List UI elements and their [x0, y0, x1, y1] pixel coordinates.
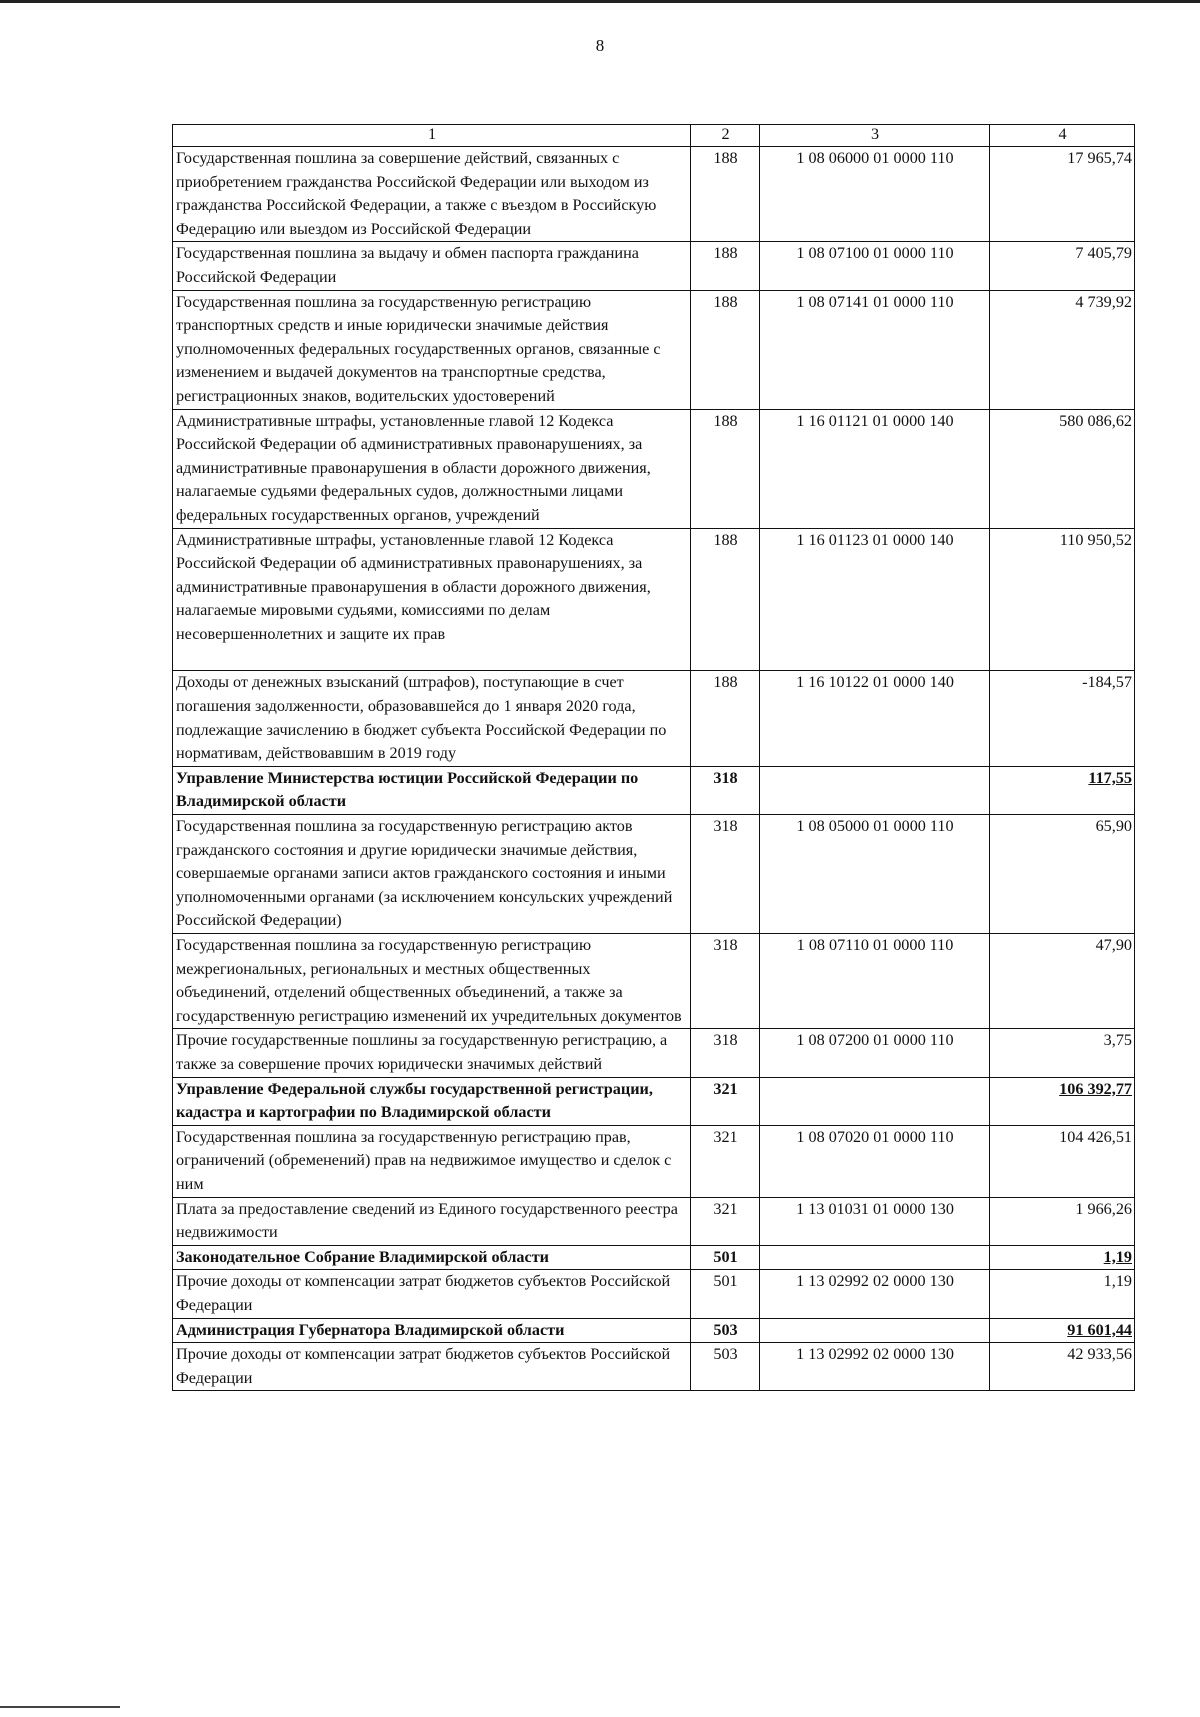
row-amount: 42 933,56	[990, 1343, 1135, 1391]
row-name: Прочие доходы от компенсации затрат бюджетов субъектов Российской Федерации	[173, 1343, 691, 1391]
row-amount: 3,75	[990, 1029, 1135, 1077]
table-row	[173, 671, 1135, 766]
row-name: Доходы от денежных взысканий (штрафов), поступающие в счет погашения задолженности, образовавшейся до 1 января 2020 года, подлежащие зачислению в бюджет субъекта Российской Федерации по нормативам, действовавшим в 2019 году	[173, 671, 691, 766]
revenue-table	[172, 124, 1135, 1391]
row-amount: 1,19	[990, 1270, 1135, 1318]
row-kbk: 1 08 05000 01 0000 110	[760, 815, 990, 934]
table-row	[173, 1125, 1135, 1197]
row-name: Административные штрафы, установленные главой 12 Кодекса Российской Федерации об административных правонарушениях, за административные правонарушения в области дорожного движения, налагаемые судьями федеральных судов, должностными лицами федеральных государственных органов, учреждений	[173, 409, 691, 528]
row-amount: 65,90	[990, 815, 1135, 934]
section-name: Администрация Губернатора Владимирской области	[173, 1318, 691, 1343]
section-admin-code: 503	[691, 1318, 760, 1343]
section-row	[173, 1318, 1135, 1343]
row-amount: 110 950,52	[990, 528, 1135, 671]
section-name: Законодательное Собрание Владимирской области	[173, 1245, 691, 1270]
section-kbk	[760, 1077, 990, 1125]
section-admin-code: 501	[691, 1245, 760, 1270]
section-kbk	[760, 1318, 990, 1343]
row-admin-code: 188	[691, 528, 760, 671]
section-row	[173, 766, 1135, 814]
row-kbk: 1 16 01121 01 0000 140	[760, 409, 990, 528]
section-total: 106 392,77	[990, 1077, 1135, 1125]
row-name: Административные штрафы, установленные главой 12 Кодекса Российской Федерации об административных правонарушениях, за административные правонарушения в области дорожного движения, налагаемые мировыми судьями, комиссиями по делам несовершеннолетних и защите их прав	[173, 528, 691, 671]
row-kbk: 1 16 01123 01 0000 140	[760, 528, 990, 671]
row-kbk: 1 08 06000 01 0000 110	[760, 147, 990, 242]
row-kbk: 1 08 07110 01 0000 110	[760, 934, 990, 1029]
column-header-admin-code: 2	[691, 125, 760, 147]
section-name: Управление Федеральной службы государственной регистрации, кадастра и картографии по Владимирской области	[173, 1077, 691, 1125]
header-row	[173, 125, 1135, 147]
row-admin-code: 188	[691, 290, 760, 409]
table-row	[173, 409, 1135, 528]
table-row	[173, 147, 1135, 242]
row-admin-code: 188	[691, 242, 760, 290]
table-row	[173, 242, 1135, 290]
row-amount: 47,90	[990, 934, 1135, 1029]
row-admin-code: 318	[691, 1029, 760, 1077]
row-kbk: 1 13 02992 02 0000 130	[760, 1270, 990, 1318]
section-admin-code: 318	[691, 766, 760, 814]
row-name: Государственная пошлина за совершение действий, связанных с приобретением гражданства Российской Федерации или выходом из гражданства Российской Федерации, а также с въездом в Российскую Федерацию или выездом из Российской Федерации	[173, 147, 691, 242]
row-admin-code: 318	[691, 815, 760, 934]
row-kbk: 1 16 10122 01 0000 140	[760, 671, 990, 766]
section-admin-code: 321	[691, 1077, 760, 1125]
row-name: Плата за предоставление сведений из Единого государственного реестра недвижимости	[173, 1197, 691, 1245]
scan-edge-mark	[0, 1706, 120, 1708]
section-total: 117,55	[990, 766, 1135, 814]
column-header-amount: 4	[990, 125, 1135, 147]
row-amount: 1 966,26	[990, 1197, 1135, 1245]
row-kbk: 1 13 01031 01 0000 130	[760, 1197, 990, 1245]
row-amount: 4 739,92	[990, 290, 1135, 409]
row-kbk: 1 13 02992 02 0000 130	[760, 1343, 990, 1391]
section-kbk	[760, 766, 990, 814]
column-header-name: 1	[173, 125, 691, 147]
row-name: Государственная пошлина за государственную регистрацию прав, ограничений (обременений) прав на недвижимое имущество и сделок с ним	[173, 1125, 691, 1197]
row-name: Государственная пошлина за государственную регистрацию межрегиональных, региональных и местных общественных объединений, отделений общественных объединений, а также за государственную регистрацию изменений их учредительных документов	[173, 934, 691, 1029]
row-kbk: 1 08 07141 01 0000 110	[760, 290, 990, 409]
row-name: Государственная пошлина за государственную регистрацию актов гражданского состояния и другие юридически значимые действия, совершаемые органами записи актов гражданского состояния и иными уполномоченными органами (за исключением консульских учреждений Российской Федерации)	[173, 815, 691, 934]
row-admin-code: 503	[691, 1343, 760, 1391]
row-admin-code: 321	[691, 1125, 760, 1197]
column-header-kbk: 3	[760, 125, 990, 147]
row-name: Государственная пошлина за государственную регистрацию транспортных средств и иные юридически значимые действия уполномоченных федеральных государственных органов, связанные с изменением и выдачей документов на транспортные средства, регистрационных знаков, водительских удостоверений	[173, 290, 691, 409]
row-amount: -184,57	[990, 671, 1135, 766]
section-total: 1,19	[990, 1245, 1135, 1270]
row-amount: 580 086,62	[990, 409, 1135, 528]
table-row	[173, 1197, 1135, 1245]
section-kbk	[760, 1245, 990, 1270]
row-admin-code: 501	[691, 1270, 760, 1318]
page-number: 8	[595, 36, 605, 55]
table-row	[173, 934, 1135, 1029]
table-row	[173, 815, 1135, 934]
row-admin-code: 318	[691, 934, 760, 1029]
row-admin-code: 188	[691, 147, 760, 242]
row-amount: 7 405,79	[990, 242, 1135, 290]
section-name: Управление Министерства юстиции Российской Федерации по Владимирской области	[173, 766, 691, 814]
row-name: Прочие государственные пошлины за государственную регистрацию, а также за совершение прочих юридически значимых действий	[173, 1029, 691, 1077]
row-name: Прочие доходы от компенсации затрат бюджетов субъектов Российской Федерации	[173, 1270, 691, 1318]
table-row	[173, 1343, 1135, 1391]
section-total: 91 601,44	[990, 1318, 1135, 1343]
table-row	[173, 1270, 1135, 1318]
row-admin-code: 188	[691, 671, 760, 766]
table-row	[173, 290, 1135, 409]
row-kbk: 1 08 07200 01 0000 110	[760, 1029, 990, 1077]
section-row	[173, 1245, 1135, 1270]
table-row	[173, 528, 1135, 671]
row-kbk: 1 08 07100 01 0000 110	[760, 242, 990, 290]
row-name: Государственная пошлина за выдачу и обмен паспорта гражданина Российской Федерации	[173, 242, 691, 290]
row-amount: 104 426,51	[990, 1125, 1135, 1197]
row-admin-code: 188	[691, 409, 760, 528]
row-admin-code: 321	[691, 1197, 760, 1245]
section-row	[173, 1077, 1135, 1125]
row-kbk: 1 08 07020 01 0000 110	[760, 1125, 990, 1197]
top-rule	[0, 0, 1200, 3]
table-row	[173, 1029, 1135, 1077]
row-amount: 17 965,74	[990, 147, 1135, 242]
